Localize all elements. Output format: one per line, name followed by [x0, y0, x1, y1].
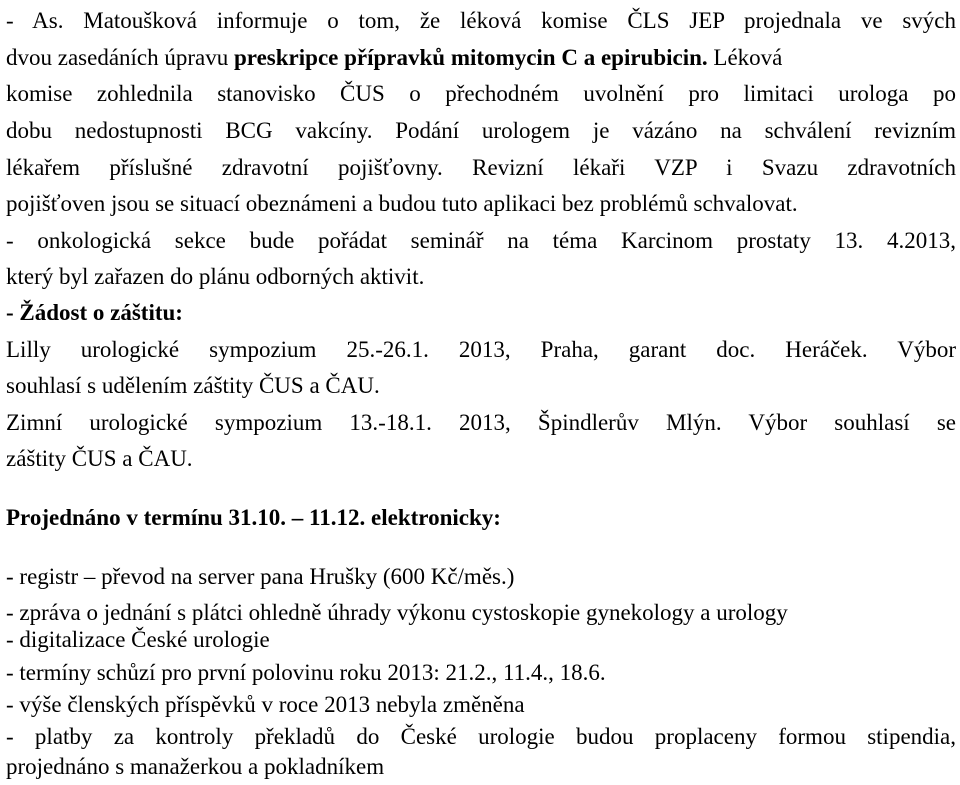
- electronic-section-heading: Projednáno v termínu 31.10. – 11.12. elektronicky:: [6, 505, 501, 530]
- list-item: - termíny schůzí pro první polovinu roku 2013: 21.2., 11.4., 18.6.: [6, 660, 606, 685]
- list-item-continuation: projednáno s manažerkou a pokladníkem: [6, 754, 385, 779]
- paragraph-text-line: [6, 40, 956, 76]
- paragraph-text-line: komise zohlednila stanovisko ČUS o přechodném uvolnění pro limitaci urologa po: [6, 81, 956, 106]
- text-run: dvou zasedáních úpravu: [6, 45, 235, 70]
- paragraph-text-line: který byl zařazen do plánu odborných aktivit.: [6, 264, 425, 289]
- paragraph-text-line: - onkologická sekce bude pořádat seminář na téma Karcinom prostaty 13. 4.2013,: [6, 228, 956, 253]
- list-item: - registr – převod na server pana Hrušky (600 Kč/měs.): [6, 564, 515, 589]
- paragraph-text-line: - As. Matoušková informuje o tom, že léková komise ČLS JEP projednala ve svých: [6, 8, 956, 33]
- zastita-text-line: souhlasí s udělením záštity ČUS a ČAU.: [6, 373, 380, 398]
- paragraph-text-line: dobu nedostupnosti BCG vakcíny. Podání urologem je vázáno na schválení revizním: [6, 118, 956, 143]
- paragraph-text-line: pojišťoven jsou se situací obeznámeni a budou tuto aplikaci bez problémů schvalovat.: [6, 191, 798, 216]
- zastita-text-line: Zimní urologické sympozium 13.-18.1. 2013, Špindlerův Mlýn. Výbor souhlasí se: [6, 410, 956, 435]
- list-item: - digitalizace České urologie: [6, 627, 270, 652]
- list-item: - zpráva o jednání s plátci ohledně úhrady výkonu cystoskopie gynekology a urology: [6, 600, 788, 625]
- zastita-text-line: záštity ČUS a ČAU.: [6, 446, 193, 471]
- text-run: Léková: [707, 45, 783, 70]
- paragraph-text-line: lékařem příslušné zdravotní pojišťovny. Revizní lékaři VZP i Svazu zdravotních: [6, 155, 956, 180]
- list-item: - výše členských příspěvků v roce 2013 nebyla změněna: [6, 692, 525, 717]
- zastita-heading: - Žádost o záštitu:: [6, 300, 183, 325]
- bold-preskripce-text: preskripce přípravků mitomycin C a epirubicin.: [234, 45, 708, 70]
- list-item: - platby za kontroly překladů do České urologie budou proplaceny formou stipendia,: [6, 724, 956, 749]
- zastita-text-line: Lilly urologické sympozium 25.-26.1. 2013, Praha, garant doc. Heráček. Výbor: [6, 337, 956, 362]
